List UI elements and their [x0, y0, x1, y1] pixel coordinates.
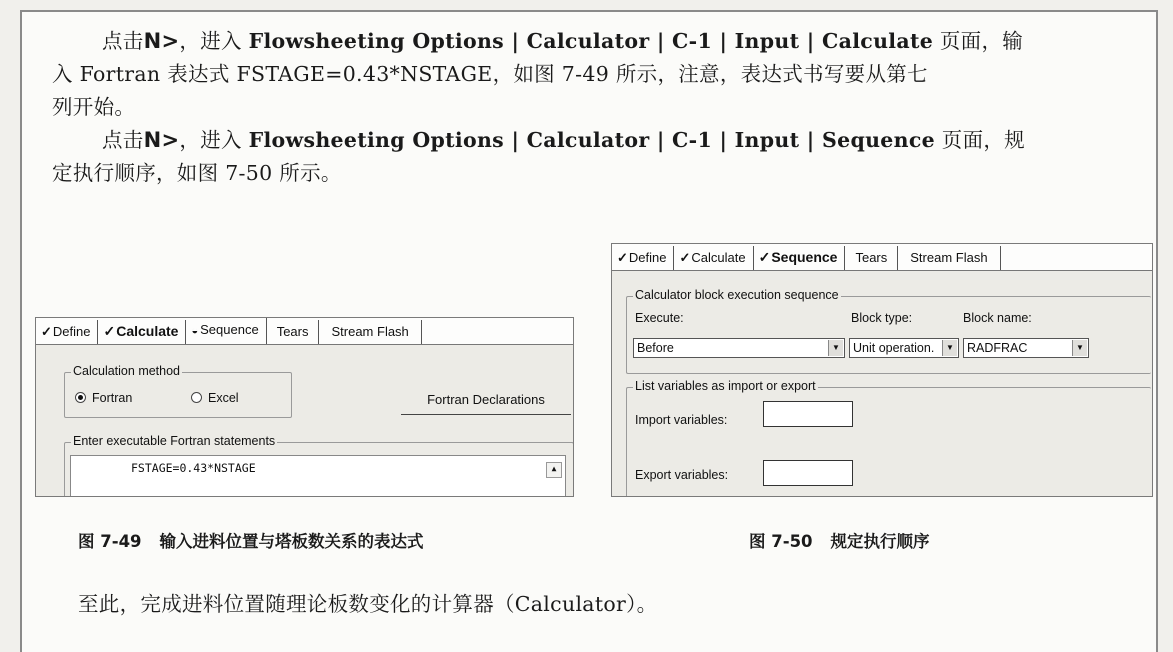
radio-selected-icon — [75, 392, 86, 403]
fortran-statements-group — [64, 434, 574, 497]
fortran-statement: FSTAGE=0.43*NSTAGE — [131, 461, 256, 475]
caption-number: 图 7-50 — [749, 532, 813, 551]
check-icon: ✓ — [679, 250, 691, 265]
tab-label: Stream Flash — [331, 324, 409, 339]
text: 点击 — [102, 29, 144, 53]
figure-7-50-caption — [749, 528, 930, 552]
tab-tears[interactable] — [845, 246, 898, 270]
caption-number: 图 7-49 — [78, 532, 142, 551]
execute-select[interactable] — [633, 338, 845, 358]
text: ，进入 — [179, 29, 249, 53]
select-value: Unit operation. — [853, 341, 935, 355]
radio-label: Excel — [208, 391, 239, 405]
fortran-statement-editor[interactable] — [70, 455, 566, 497]
block-name-select[interactable] — [963, 338, 1089, 358]
execute-label: Execute: — [635, 311, 684, 325]
tab-label: Define — [52, 324, 91, 339]
tab-bar — [612, 244, 1152, 271]
import-variables-field[interactable] — [763, 401, 853, 427]
tab-label: Sequence — [200, 322, 259, 337]
text: ，进入 — [179, 128, 249, 152]
import-export-group — [626, 379, 1151, 497]
tab-tears[interactable] — [267, 320, 320, 344]
chevron-down-icon[interactable]: ▼ — [1072, 340, 1087, 356]
sequence-dialog — [611, 243, 1153, 497]
radio-empty-icon — [191, 392, 202, 403]
export-variables-label: Export variables: — [635, 468, 729, 482]
tab-label: Calculate — [691, 250, 746, 265]
tab-bar — [36, 318, 573, 345]
half-circle-icon: ◒ — [191, 325, 199, 337]
caption-text: 规定执行顺序 — [830, 532, 930, 551]
caption-text: 输入进料位置与塔板数关系的表达式 — [159, 532, 424, 551]
text: 点击 — [102, 128, 144, 152]
next-icon: N> — [143, 29, 180, 53]
text: 列开始。 — [52, 95, 136, 119]
bold-navigation-path: Flowsheeting Options | Calculator | C-1 | Input | Sequence — [248, 128, 935, 152]
tab-stream-flash[interactable] — [319, 320, 421, 344]
text: 页面，输 — [933, 29, 1024, 53]
check-icon: ✓ — [617, 250, 628, 265]
block-type-select[interactable] — [849, 338, 959, 358]
radio-fortran[interactable] — [75, 391, 132, 405]
tab-stream-flash[interactable] — [898, 246, 1000, 270]
paragraph-conclusion: 至此，完成进料位置随理论板数变化的计算器（Calculator）。 — [78, 592, 658, 616]
tab-calculate[interactable] — [98, 320, 186, 344]
check-icon: ✓ — [41, 324, 52, 339]
chevron-down-icon[interactable]: ▼ — [828, 340, 843, 356]
group-label: Enter executable Fortran statements — [73, 434, 276, 448]
next-icon: N> — [143, 128, 180, 152]
tab-sequence[interactable] — [754, 246, 846, 270]
group-label: Calculation method — [73, 364, 181, 378]
radio-excel[interactable] — [191, 391, 239, 405]
check-icon: ✓ — [758, 249, 771, 265]
bold-navigation-path: Flowsheeting Options | Calculator | C-1 | Input | Calculate — [248, 29, 934, 53]
check-icon: ✓ — [103, 323, 116, 339]
calculate-dialog — [35, 317, 574, 497]
text: 定执行顺序，如图 7-50 所示。 — [52, 161, 342, 185]
group-label: List variables as import or export — [635, 379, 816, 393]
chevron-down-icon[interactable]: ▼ — [942, 340, 957, 356]
group-label: Calculator block execution sequence — [635, 288, 839, 302]
select-value: Before — [637, 341, 674, 355]
tab-label: Calculate — [116, 323, 179, 339]
execution-sequence-group — [626, 288, 1151, 374]
fortran-declarations-button[interactable]: Fortran Declarations — [401, 387, 571, 415]
text: 页面，规 — [934, 128, 1025, 152]
text: 入 Fortran 表达式 FSTAGE=0.43*NSTAGE，如图 7-49 所示，注意，表达式书写要从第七 — [52, 62, 928, 86]
tab-define[interactable] — [612, 246, 674, 270]
scroll-up-icon[interactable]: ▲ — [546, 462, 562, 478]
block-name-label: Block name: — [963, 311, 1032, 325]
tab-label: Sequence — [771, 249, 838, 265]
select-value: RADFRAC — [967, 341, 1028, 355]
import-variables-label: Import variables: — [635, 413, 728, 427]
paragraph-calculate — [52, 25, 1112, 124]
block-type-label: Block type: — [851, 311, 913, 325]
tab-calculate[interactable] — [674, 246, 753, 270]
calculation-method-group — [64, 364, 292, 418]
radio-label: Fortran — [92, 391, 133, 405]
tab-label: Tears — [855, 250, 888, 265]
tab-label: Tears — [276, 324, 309, 339]
tab-label: Stream Flash — [910, 250, 988, 265]
paragraph-sequence — [52, 124, 1112, 190]
figure-7-49-caption — [78, 528, 424, 552]
export-variables-field[interactable] — [763, 460, 853, 486]
tab-define[interactable] — [36, 320, 98, 344]
tab-label: Define — [628, 250, 667, 265]
tab-sequence[interactable] — [186, 318, 266, 344]
